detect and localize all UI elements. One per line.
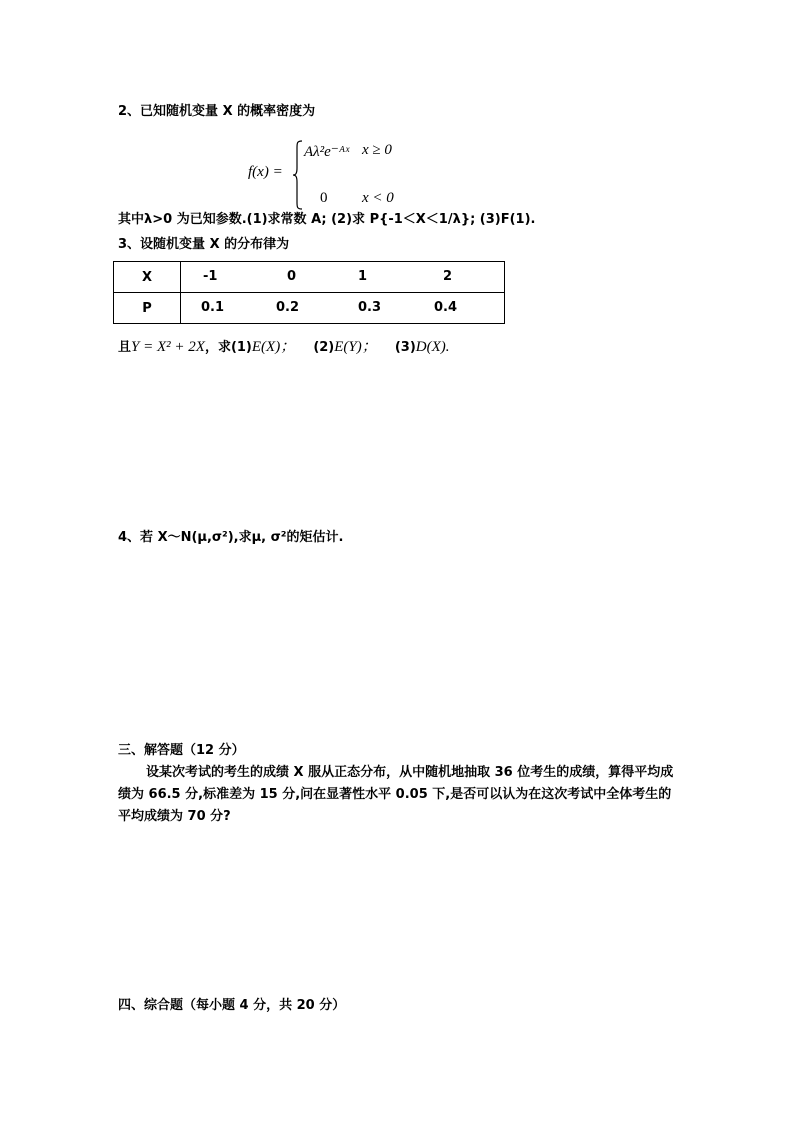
x-value-4: 2 xyxy=(443,269,453,284)
p-values-cell xyxy=(181,293,505,324)
q3-title: 3、设随机变量 X 的分布律为 xyxy=(118,237,290,252)
table-row-p xyxy=(114,293,505,324)
table-row-label-x: X xyxy=(114,262,181,293)
section3-body: 设某次考试的考生的成绩 X 服从正态分布，从中随机地抽取 36 位考生的成绩，算得平均成绩为 66.5 分,标准差为 15 分,问在显著性水平 0.05 下,是否可以认为在这次考试中全体考生的平均成绩为 70 分? xyxy=(118,765,674,824)
case2-condition: x < 0 xyxy=(362,190,394,206)
q2-question: 其中λ>0 为已知参数.(1)求常数 A; (2)求 P{-1＜X＜1/λ}; (3)F(1). xyxy=(118,212,536,227)
left-brace-icon xyxy=(292,140,304,210)
q3-question-prefix: 且 xyxy=(118,340,132,355)
section3-heading: 三、解答题（12 分） xyxy=(118,743,245,758)
q2-title: 2、已知随机变量 X 的概率密度为 xyxy=(118,104,316,119)
x-value-1: -1 xyxy=(203,269,218,284)
case2-expression: 0 xyxy=(320,190,328,206)
q3-part1-label: ，求(1) xyxy=(204,340,252,355)
p-value-2: 0.2 xyxy=(276,300,300,315)
case1-expression: Aλ²e⁻ᴬˣ xyxy=(304,144,350,160)
q3-formula: Y = X² + 2X xyxy=(131,339,205,355)
x-value-3: 1 xyxy=(358,269,368,284)
q3-part2: E(Y)； xyxy=(334,339,377,355)
formula-lhs: f(x) = xyxy=(248,164,283,180)
table-row-label-p: P xyxy=(114,293,181,324)
distribution-table xyxy=(113,261,505,324)
p-value-3: 0.3 xyxy=(358,300,382,315)
q3-question xyxy=(118,338,450,357)
x-value-2: 0 xyxy=(287,269,297,284)
density-formula xyxy=(248,138,418,210)
p-value-4: 0.4 xyxy=(434,300,458,315)
q3-part3-label: (3) xyxy=(394,340,416,355)
p-value-1: 0.1 xyxy=(201,300,225,315)
q3-part1: E(X)； xyxy=(251,339,296,355)
q4-title: 4、若 X～N(μ,σ²),求μ, σ²的矩估计. xyxy=(118,530,344,545)
case1-condition: x ≥ 0 xyxy=(362,142,392,158)
table-row-x xyxy=(114,262,505,293)
section4-heading: 四、综合题（每小题 4 分，共 20 分） xyxy=(118,998,346,1013)
q3-part2-label: (2) xyxy=(313,340,335,355)
x-values-cell xyxy=(181,262,505,293)
q3-part3: D(X). xyxy=(415,339,450,355)
